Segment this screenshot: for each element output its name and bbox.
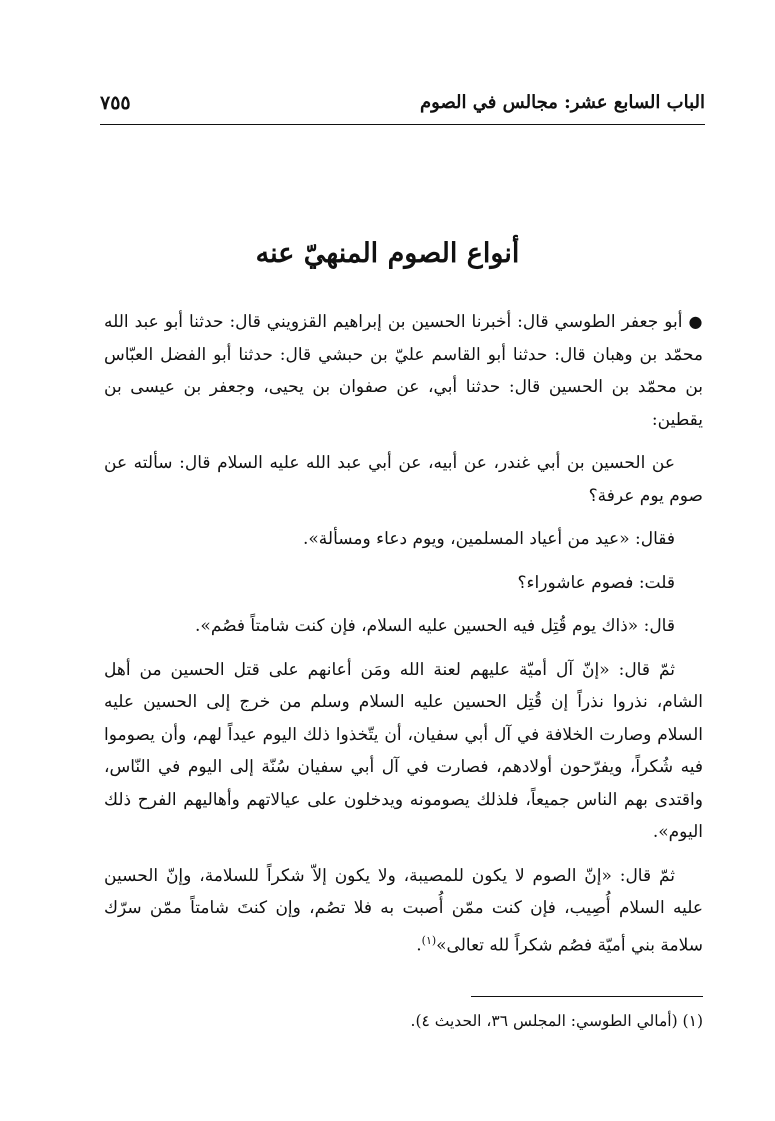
paragraph: ثمّ قال: «إنّ آل أميّة عليهم لعنة الله ومَن أعانهم على قتل الحسين من أهل الشام، نذروا نذراً إن قُتِل الحسين عليه السلام وسلم من خرج إلى الحسين عليه السلام وصارت الخلافة في آل أبي سفيان، أن يتّخذوا ذلك اليوم عيداً لهم، وأن يصوموا فيه شُكراً، ويفرّحون أولادهم، فصارت في آل أبي سفيان سُنّة إلى اليوم في النّاس، واقتدى بهم الناس جميعاً، فلذلك يصومونه ويدخلون على عيالاتهم وأهاليهم الفرح ذلك اليوم». (104, 659, 703, 842)
section-title: أنواع الصوم المنهيّ عنه (255, 238, 520, 269)
paragraph: قلت: فصوم عاشوراء؟ (517, 572, 675, 593)
body-text (104, 306, 703, 973)
footnote: (١) (أمالي الطوسي: المجلس ٣٦، الحديث ٤). (410, 1012, 703, 1030)
running-head: الباب السابع عشر: مجالس في الصوم (420, 92, 705, 113)
paragraph-isnad (104, 306, 703, 436)
paragraph: عن الحسين بن أبي غندر، عن أبيه، عن أبي عبد الله عليه السلام قال: سألته عن صوم يوم عرفة؟ (104, 453, 703, 506)
paragraph: قال: «ذاك يوم قُتِل فيه الحسين عليه السلام، فإن كنت شامتاً فصُم». (195, 616, 675, 636)
page-number: ٧٥٥ (100, 92, 131, 114)
footnote-divider (471, 996, 703, 997)
paragraph-text: أبو جعفر الطوسي قال: أخبرنا الحسين بن إبراهيم القزويني قال: حدثنا أبو عبد الله محمّد بن وهبان قال: حدثنا أبو القاسم عليّ بن حبشي قال: حدثنا أبو الفضل العبّاس بن محمّد بن الحسين قال: حدثنا أبي، عن صفوان بن يحيى، وجعفر بن عيسى بن يقطين: (104, 312, 703, 430)
paragraph: فقال: «عيد من أعياد المسلمين، ويوم دعاء ومسألة». (302, 529, 675, 549)
paragraph-text: ثمّ قال: «إنّ الصوم لا يكون للمصيبة، ولا يكون إلاّ شكراً للسلامة، وإنّ الحسين عليه السلام أُصِيب، فإن كنت ممّن أُصبت به فلا تصُم، وإن كنتَ شامتاً ممّن سرّك سلامة بني أميّة فصُم شكراً لله تعالى» (104, 865, 703, 956)
bullet-icon: ● (688, 312, 703, 331)
paragraph-last: ثمّ قال: «إنّ الصوم لا يكون للمصيبة، ولا يكون إلاّ شكراً للسلامة، وإنّ الحسين عليه السلام أُصِيب، فإن كنت ممّن أُصبت به فلا تصُم، وإن كنتَ شامتاً ممّن سرّك سلامة بني أميّة فصُم شكراً لله تعالى»$^{(١)}$. (104, 865, 703, 956)
footnote-reference[interactable]: (١) (421, 933, 437, 947)
page-header (100, 88, 705, 125)
